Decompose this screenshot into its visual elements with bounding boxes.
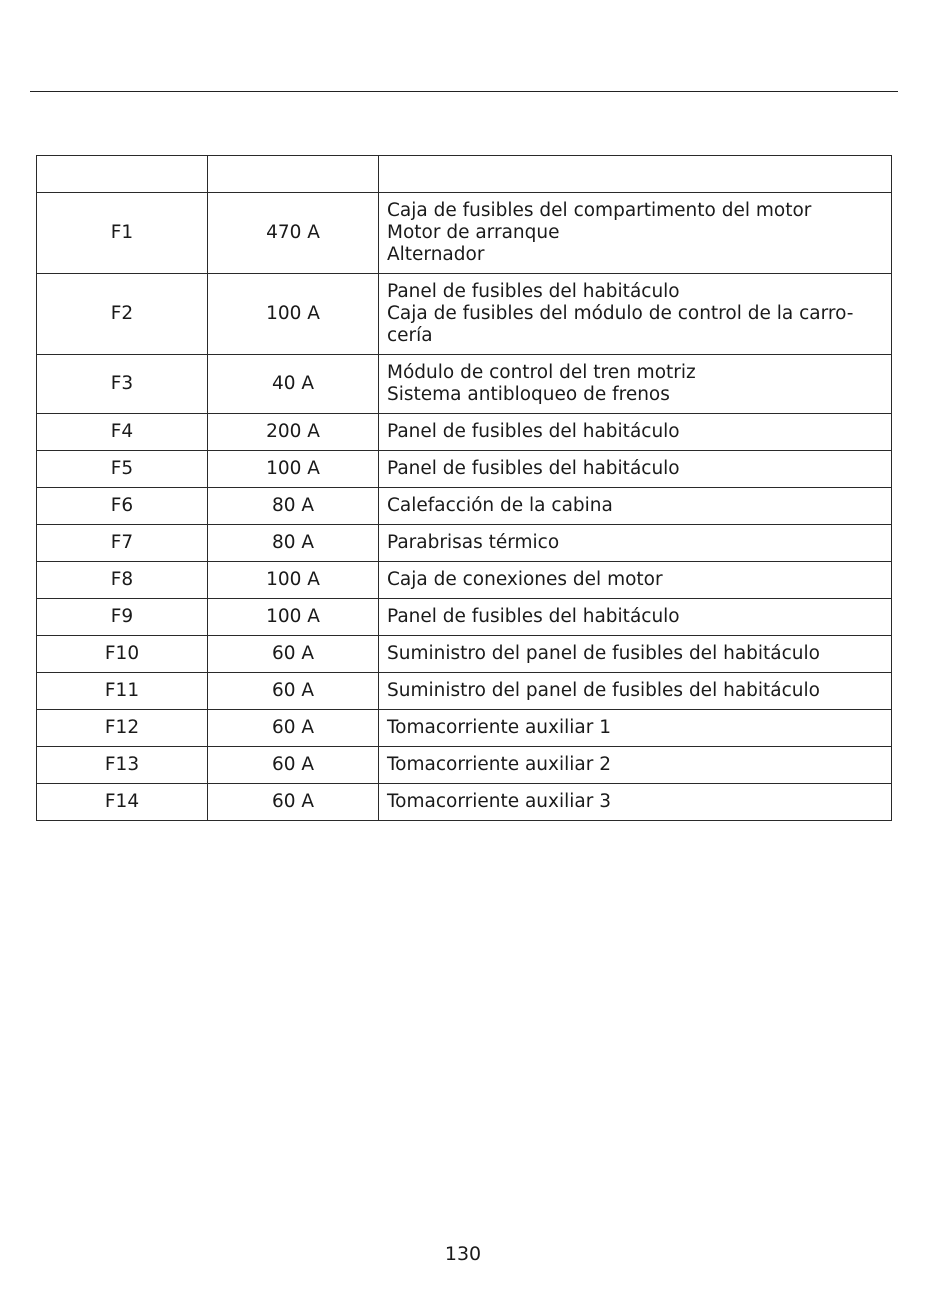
- fuse-amperage: 60 A: [208, 784, 379, 821]
- fuse-reference: F5: [37, 451, 208, 488]
- component-line: Alternador: [387, 244, 485, 265]
- fuse-reference: F12: [37, 710, 208, 747]
- table-row: [37, 451, 892, 488]
- fuse-protected-components: [379, 636, 892, 673]
- component-line: Suministro del panel de fusibles del habitáculo: [387, 680, 820, 701]
- fuse-protected-components: [379, 784, 892, 821]
- table-row: [37, 414, 892, 451]
- page-number: 130: [444, 1243, 482, 1265]
- fuse-protected-components: [379, 414, 892, 451]
- fuse-reference: F1: [37, 193, 208, 274]
- fuse-amperage: 60 A: [208, 747, 379, 784]
- table-row: [37, 525, 892, 562]
- fuse-protected-components: [379, 451, 892, 488]
- fuse-protected-components: [379, 525, 892, 562]
- fuse-amperage: 100 A: [208, 599, 379, 636]
- component-line: Calefacción de la cabina: [387, 495, 613, 516]
- fuse-reference: F7: [37, 525, 208, 562]
- fuse-protected-components: [379, 562, 892, 599]
- fuse-amperage: 60 A: [208, 636, 379, 673]
- fuse-amperage: 200 A: [208, 414, 379, 451]
- fuse-amperage: 100 A: [208, 274, 379, 355]
- component-line: Panel de fusibles del habitáculo: [387, 458, 680, 479]
- component-line: Panel de fusibles del habitáculo: [387, 281, 680, 302]
- header-fuse: [37, 156, 208, 193]
- component-line: Panel de fusibles del habitáculo: [387, 606, 680, 627]
- table-row: [37, 710, 892, 747]
- table-row: [37, 355, 892, 414]
- fuse-protected-components: [379, 747, 892, 784]
- component-line: Parabrisas térmico: [387, 532, 560, 553]
- fuse-reference: F10: [37, 636, 208, 673]
- table-header-row: [37, 156, 892, 193]
- table-row: [37, 274, 892, 355]
- component-line: Módulo de control del tren motriz: [387, 362, 696, 383]
- header-description: [379, 156, 892, 193]
- fuse-protected-components: [379, 673, 892, 710]
- fuse-protected-components: [379, 193, 892, 274]
- component-line: Sistema antibloqueo de frenos: [387, 384, 670, 405]
- fuse-amperage: 100 A: [208, 451, 379, 488]
- component-line: Motor de arranque: [387, 222, 560, 243]
- table-row: [37, 562, 892, 599]
- table-row: [37, 193, 892, 274]
- component-line: Caja de conexiones del motor: [387, 569, 663, 590]
- fuse-amperage: 470 A: [208, 193, 379, 274]
- component-line: Caja de fusibles del compartimento del motor: [387, 200, 812, 221]
- component-line: Tomacorriente auxiliar 2: [387, 754, 611, 775]
- fuse-protected-components: [379, 488, 892, 525]
- fuse-amperage: 40 A: [208, 355, 379, 414]
- component-line: Suministro del panel de fusibles del habitáculo: [387, 643, 820, 664]
- component-line: Panel de fusibles del habitáculo: [387, 421, 680, 442]
- fuse-reference: F11: [37, 673, 208, 710]
- fuse-amperage: 80 A: [208, 488, 379, 525]
- fuse-protected-components: [379, 355, 892, 414]
- header-rule: [30, 91, 898, 92]
- fuse-reference: F6: [37, 488, 208, 525]
- fuse-amperage: 100 A: [208, 562, 379, 599]
- fuse-protected-components: [379, 274, 892, 355]
- fuse-reference: F2: [37, 274, 208, 355]
- fuse-amperage: 60 A: [208, 673, 379, 710]
- fuse-reference: F9: [37, 599, 208, 636]
- component-line: Tomacorriente auxiliar 3: [387, 791, 611, 812]
- component-line: Tomacorriente auxiliar 1: [387, 717, 611, 738]
- fuse-reference: F8: [37, 562, 208, 599]
- fuse-amperage: 80 A: [208, 525, 379, 562]
- component-line: Caja de fusibles del módulo de control de la carro-: [387, 303, 854, 324]
- fuse-reference: F13: [37, 747, 208, 784]
- table-row: [37, 488, 892, 525]
- fuse-reference: F4: [37, 414, 208, 451]
- table-row: [37, 747, 892, 784]
- fuse-table: [36, 155, 892, 821]
- header-amperage: [208, 156, 379, 193]
- table-row: [37, 636, 892, 673]
- table-row: [37, 784, 892, 821]
- fuse-table-body: [37, 193, 892, 821]
- fuse-reference: F14: [37, 784, 208, 821]
- table-row: [37, 673, 892, 710]
- fuse-protected-components: [379, 710, 892, 747]
- table-row: [37, 599, 892, 636]
- fuse-amperage: 60 A: [208, 710, 379, 747]
- component-line: cería: [387, 325, 433, 346]
- fuse-protected-components: [379, 599, 892, 636]
- fuse-reference: F3: [37, 355, 208, 414]
